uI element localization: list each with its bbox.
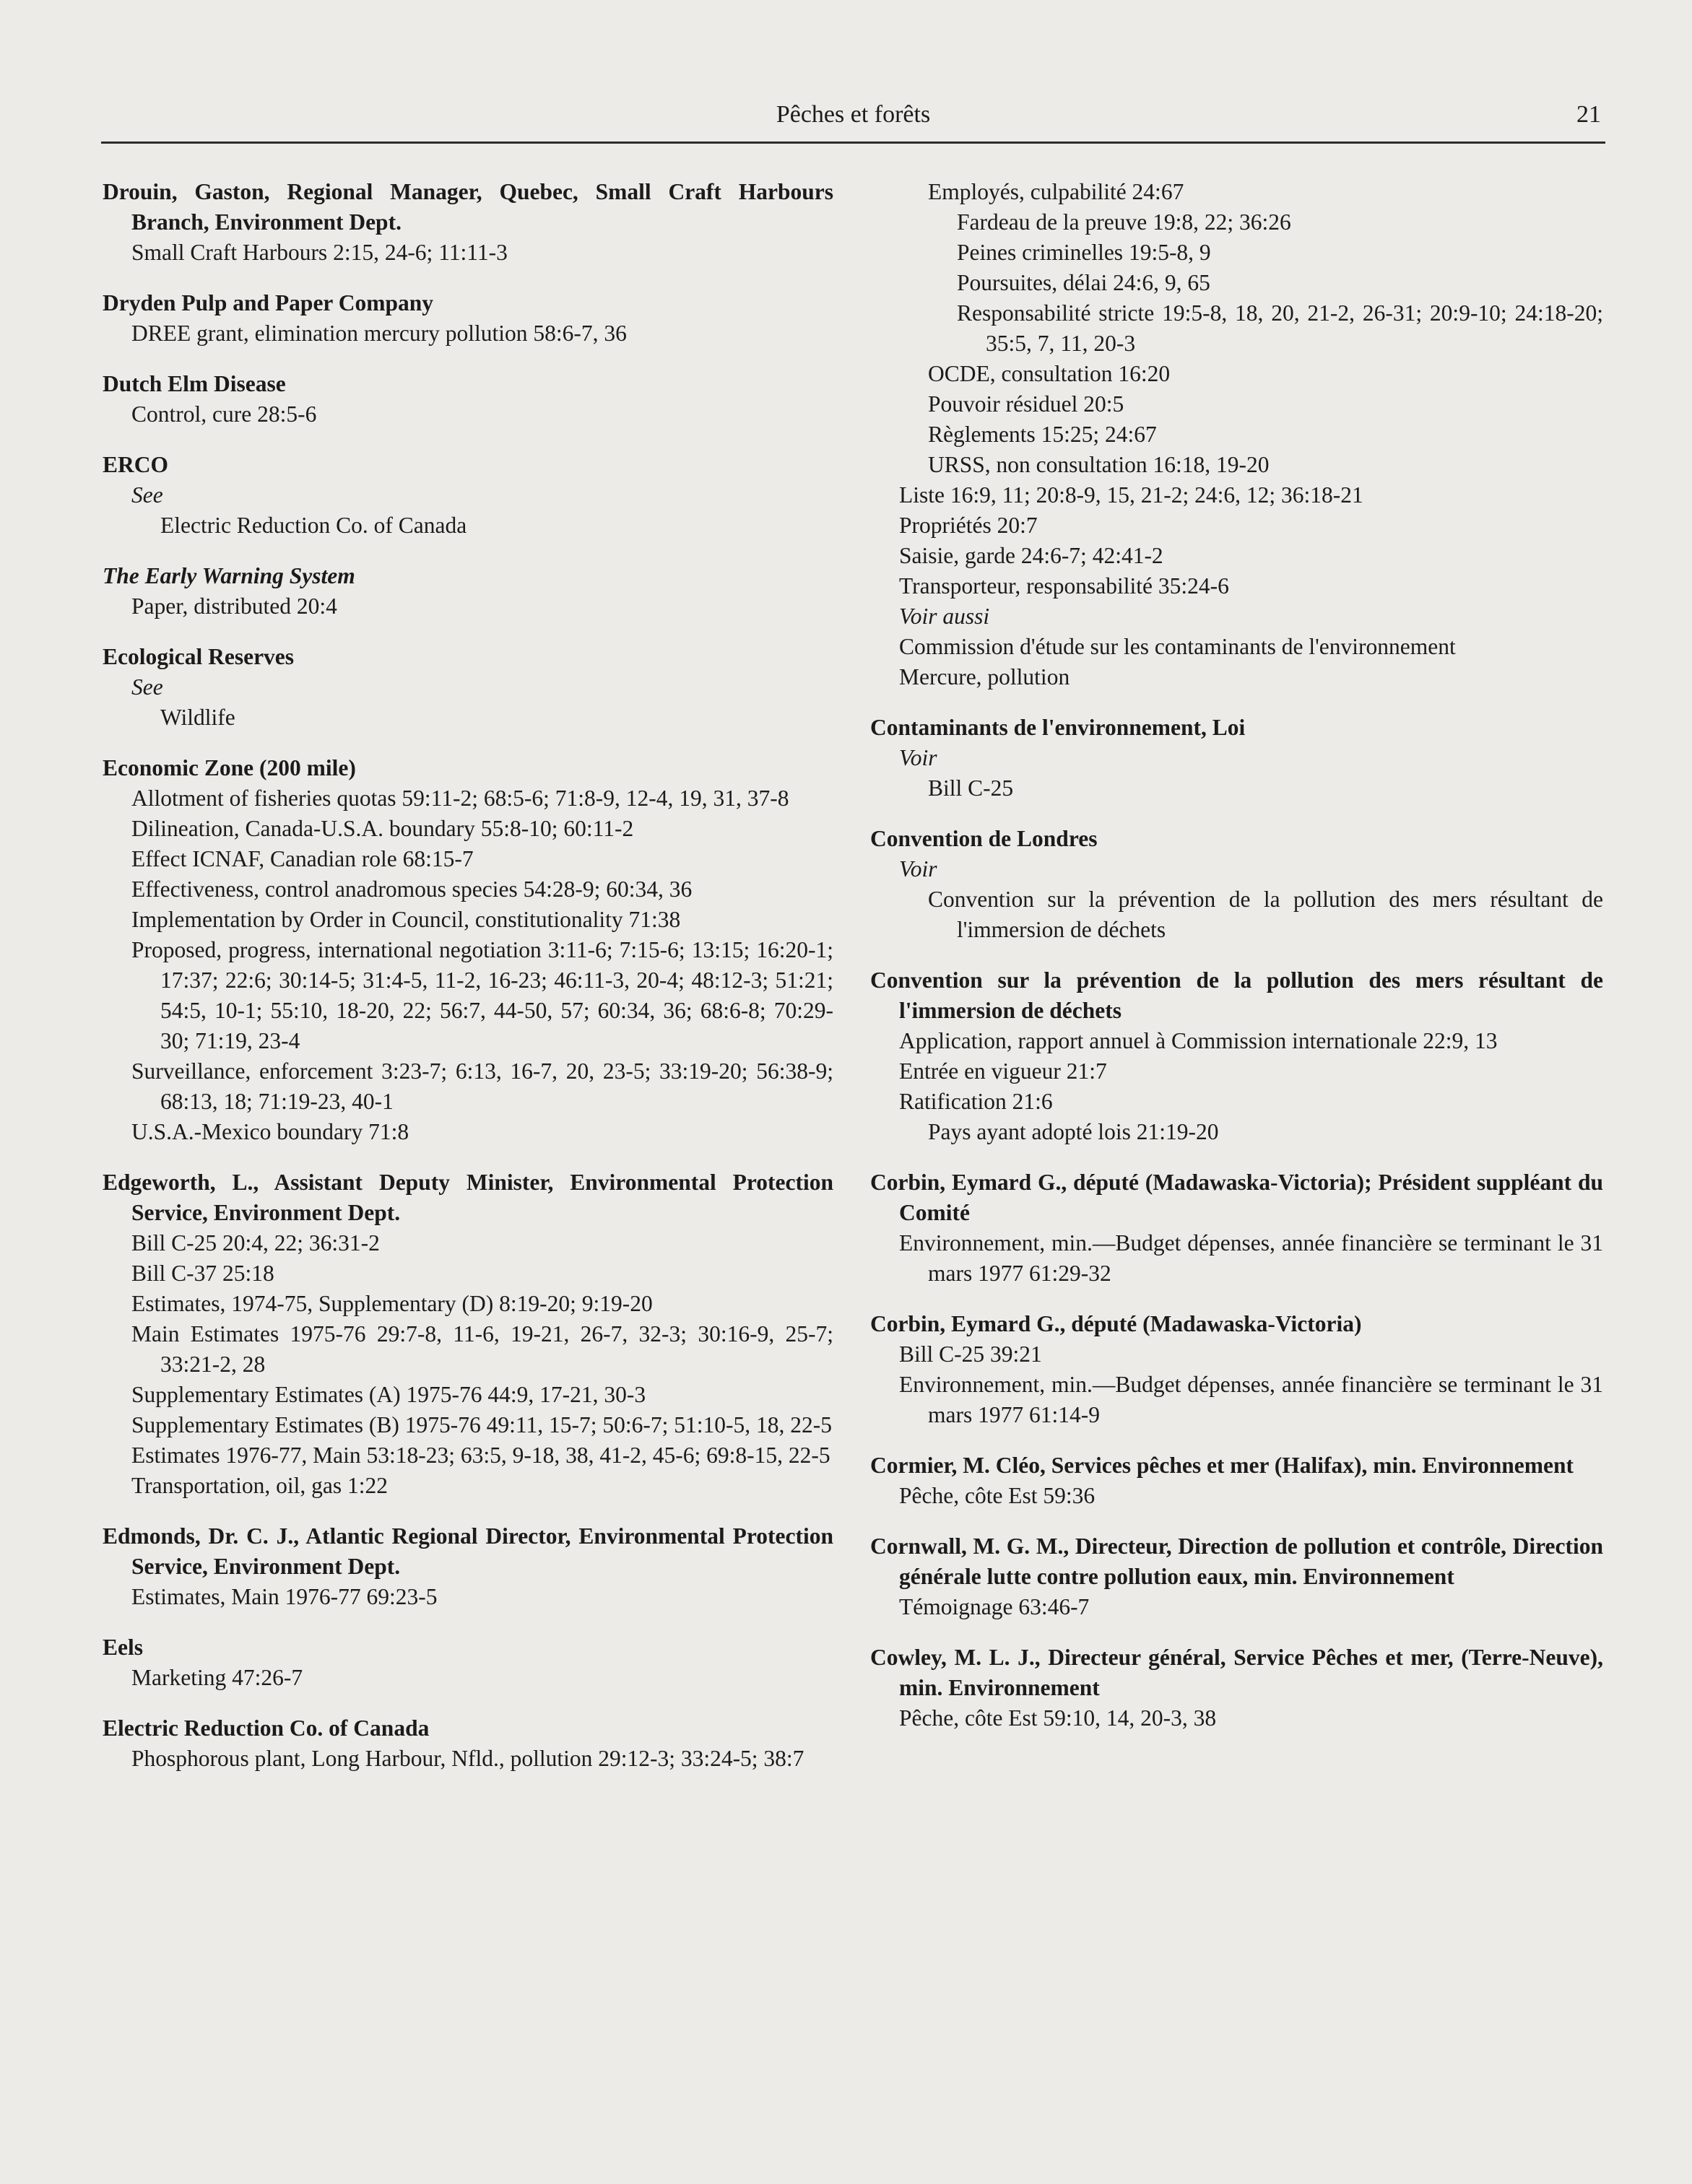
page-header bbox=[101, 101, 1605, 144]
index-entry bbox=[870, 1450, 1603, 1511]
entry-subline: Pays ayant adopté lois 21:19-20 bbox=[928, 1119, 1219, 1144]
entry-heading: The Early Warning System bbox=[103, 563, 355, 588]
entry-heading: Electric Reduction Co. of Canada bbox=[103, 1715, 430, 1741]
entry-heading: Ecological Reserves bbox=[103, 644, 295, 669]
entry-subline: Effectiveness, control anadromous species 54:28-9; 60:34, 36 bbox=[131, 876, 693, 902]
entry-subline: Pêche, côte Est 59:10, 14, 20-3, 38 bbox=[899, 1705, 1217, 1731]
index-column-left bbox=[103, 177, 833, 1794]
entry-subline: Entrée en vigueur 21:7 bbox=[899, 1058, 1107, 1084]
entry-subline: URSS, non consultation 16:18, 19-20 bbox=[928, 452, 1270, 477]
entry-subline: Mercure, pollution bbox=[899, 664, 1070, 689]
entry-subline: Peines criminelles 19:5-8, 9 bbox=[957, 240, 1211, 265]
entry-heading: Convention sur la prévention de la pollution des mers résultant de l'immersion de déchets bbox=[870, 967, 1603, 1023]
entry-subline: Marketing 47:26-7 bbox=[131, 1665, 303, 1690]
cross-reference-label: See bbox=[131, 674, 163, 700]
index-entry bbox=[870, 177, 1603, 692]
index-entry bbox=[870, 1309, 1603, 1430]
page-number: 21 bbox=[1576, 101, 1601, 128]
entry-subline: Bill C-25 39:21 bbox=[899, 1341, 1042, 1367]
entry-subline: Bill C-25 bbox=[928, 775, 1014, 801]
index-entry bbox=[103, 288, 833, 349]
index-entry bbox=[103, 1632, 833, 1693]
entry-heading: Economic Zone (200 mile) bbox=[103, 755, 356, 780]
entry-subline: Transportation, oil, gas 1:22 bbox=[131, 1473, 388, 1498]
entry-subline: Estimates 1976-77, Main 53:18-23; 63:5, 9-18, 38, 41-2, 45-6; 69:8-15, 22-5 bbox=[131, 1443, 830, 1468]
entry-heading: Drouin, Gaston, Regional Manager, Quebec, Small Craft Harbours Branch, Environment Dept. bbox=[103, 179, 833, 235]
entry-subline: Convention sur la prévention de la pollution des mers résultant de l'immersion de déchets bbox=[928, 887, 1603, 942]
index-entry bbox=[103, 450, 833, 541]
index-entry bbox=[870, 1643, 1603, 1733]
entry-subline: Liste 16:9, 11; 20:8-9, 15, 21-2; 24:6, 12; 36:18-21 bbox=[899, 482, 1363, 508]
cross-reference-label: Voir bbox=[899, 745, 937, 770]
entry-subline: Pêche, côte Est 59:36 bbox=[899, 1483, 1096, 1508]
entry-subline: Saisie, garde 24:6-7; 42:41-2 bbox=[899, 543, 1163, 568]
entry-subline: Fardeau de la preuve 19:8, 22; 36:26 bbox=[957, 209, 1291, 235]
cross-reference-label: Voir aussi bbox=[899, 604, 990, 629]
entry-subline: Small Craft Harbours 2:15, 24-6; 11:11-3 bbox=[131, 240, 508, 265]
index-entry bbox=[103, 753, 833, 1147]
entry-subline: Electric Reduction Co. of Canada bbox=[160, 513, 467, 538]
entry-subline: Bill C-25 20:4, 22; 36:31-2 bbox=[131, 1230, 380, 1256]
entry-subline: Employés, culpabilité 24:67 bbox=[928, 179, 1184, 204]
entry-subline: Implementation by Order in Council, constitutionality 71:38 bbox=[131, 907, 681, 932]
index-entry bbox=[870, 1531, 1603, 1622]
entry-subline: U.S.A.-Mexico boundary 71:8 bbox=[131, 1119, 409, 1144]
entry-heading: Dryden Pulp and Paper Company bbox=[103, 290, 433, 316]
index-entry bbox=[870, 965, 1603, 1147]
entry-heading: Corbin, Eymard G., député (Madawaska-Victoria); Président suppléant du Comité bbox=[870, 1170, 1603, 1225]
cross-reference-label: See bbox=[131, 482, 163, 508]
entry-heading: Dutch Elm Disease bbox=[103, 371, 286, 396]
entry-subline: Control, cure 28:5-6 bbox=[131, 401, 317, 427]
index-entry bbox=[870, 1167, 1603, 1289]
index-column-right bbox=[870, 177, 1603, 1754]
index-entry bbox=[103, 177, 833, 268]
entry-heading: Corbin, Eymard G., député (Madawaska-Victoria) bbox=[870, 1311, 1362, 1336]
index-entry bbox=[870, 713, 1603, 804]
entry-subline: Environnement, min.—Budget dépenses, année financière se terminant le 31 mars 1977 61:29-32 bbox=[899, 1230, 1603, 1286]
entry-heading: Convention de Londres bbox=[870, 826, 1098, 851]
index-entry bbox=[870, 824, 1603, 945]
entry-subline: Transporteur, responsabilité 35:24-6 bbox=[899, 573, 1229, 599]
entry-subline: Paper, distributed 20:4 bbox=[131, 593, 337, 619]
entry-subline: Dilineation, Canada-U.S.A. boundary 55:8-10; 60:11-2 bbox=[131, 816, 634, 841]
entry-subline: Bill C-37 25:18 bbox=[131, 1261, 274, 1286]
entry-heading: Edgeworth, L., Assistant Deputy Minister, Environmental Protection Service, Environment Dept. bbox=[103, 1170, 833, 1225]
entry-subline: Surveillance, enforcement 3:23-7; 6:13, 16-7, 20, 23-5; 33:19-20; 56:38-9; 68:13, 18; 71:19-23, 40-1 bbox=[131, 1058, 833, 1114]
entry-heading: Eels bbox=[103, 1635, 144, 1660]
entry-subline: Allotment of fisheries quotas 59:11-2; 68:5-6; 71:8-9, 12-4, 19, 31, 37-8 bbox=[131, 786, 789, 811]
entry-subline: Ratification 21:6 bbox=[899, 1089, 1053, 1114]
entry-subline: Supplementary Estimates (A) 1975-76 44:9, 17-21, 30-3 bbox=[131, 1382, 646, 1407]
entry-subline: OCDE, consultation 16:20 bbox=[928, 361, 1171, 386]
entry-subline: Estimates, Main 1976-77 69:23-5 bbox=[131, 1584, 438, 1609]
entry-heading: Edmonds, Dr. C. J., Atlantic Regional Director, Environmental Protection Service, Environment Dept. bbox=[103, 1523, 833, 1579]
entry-subline: DREE grant, elimination mercury pollution 58:6-7, 36 bbox=[131, 321, 627, 346]
entry-subline: Phosphorous plant, Long Harbour, Nfld., pollution 29:12-3; 33:24-5; 38:7 bbox=[131, 1746, 804, 1771]
entry-subline: Commission d'étude sur les contaminants de l'environnement bbox=[899, 634, 1456, 659]
entry-subline: Estimates, 1974-75, Supplementary (D) 8:19-20; 9:19-20 bbox=[131, 1291, 653, 1316]
entry-subline: Application, rapport annuel à Commission internationale 22:9, 13 bbox=[899, 1028, 1498, 1053]
entry-heading: ERCO bbox=[103, 452, 169, 477]
entry-subline: Témoignage 63:46-7 bbox=[899, 1594, 1090, 1619]
entry-heading: Cormier, M. Cléo, Services pêches et mer (Halifax), min. Environnement bbox=[870, 1453, 1574, 1478]
index-entry bbox=[103, 369, 833, 430]
entry-subline: Pouvoir résiduel 20:5 bbox=[928, 391, 1124, 417]
entry-subline: Main Estimates 1975-76 29:7-8, 11-6, 19-21, 26-7, 32-3; 30:16-9, 25-7; 33:21-2, 28 bbox=[131, 1321, 833, 1377]
entry-subline: Effect ICNAF, Canadian role 68:15-7 bbox=[131, 846, 474, 871]
entry-heading: Cowley, M. L. J., Directeur général, Service Pêches et mer, (Terre-Neuve), min. Environnement bbox=[870, 1645, 1603, 1700]
entry-heading: Cornwall, M. G. M., Directeur, Direction de pollution et contrôle, Direction générale lutte contre pollution eaux, min. Environnement bbox=[870, 1533, 1603, 1589]
entry-subline: Environnement, min.—Budget dépenses, année financière se terminant le 31 mars 1977 61:14-9 bbox=[899, 1372, 1603, 1427]
cross-reference-label: Voir bbox=[899, 856, 937, 882]
index-entry bbox=[103, 561, 833, 622]
running-title: Pêches et forêts bbox=[776, 101, 931, 128]
entry-subline: Supplementary Estimates (B) 1975-76 49:11, 15-7; 50:6-7; 51:10-5, 18, 22-5 bbox=[131, 1412, 832, 1437]
entry-subline: Proposed, progress, international negotiation 3:11-6; 7:15-6; 13:15; 16:20-1; 17:37; 22:6; 30:14-5; 31:4-5, 11-2, 16-23; 46:11-3, 20-4; 48:12-3; 51:21; 54:5, 10-1; 55:10, 18-20, 22; 56:7, 44-50, 57; 60:34, 36; 68:6-8; 70:29-30; 71:19, 23-4 bbox=[131, 937, 833, 1053]
entry-subline: Responsabilité stricte 19:5-8, 18, 20, 21-2, 26-31; 20:9-10; 24:18-20; 35:5, 7, 11, 20-3 bbox=[957, 300, 1603, 356]
entry-subline: Wildlife bbox=[160, 705, 235, 730]
entry-subline: Propriétés 20:7 bbox=[899, 513, 1038, 538]
index-entry bbox=[103, 1167, 833, 1501]
entry-subline: Règlements 15:25; 24:67 bbox=[928, 422, 1157, 447]
index-entry bbox=[103, 1713, 833, 1774]
index-entry bbox=[103, 642, 833, 733]
entry-subline: Poursuites, délai 24:6, 9, 65 bbox=[957, 270, 1210, 295]
index-entry bbox=[103, 1521, 833, 1612]
entry-heading: Contaminants de l'environnement, Loi bbox=[870, 715, 1246, 740]
